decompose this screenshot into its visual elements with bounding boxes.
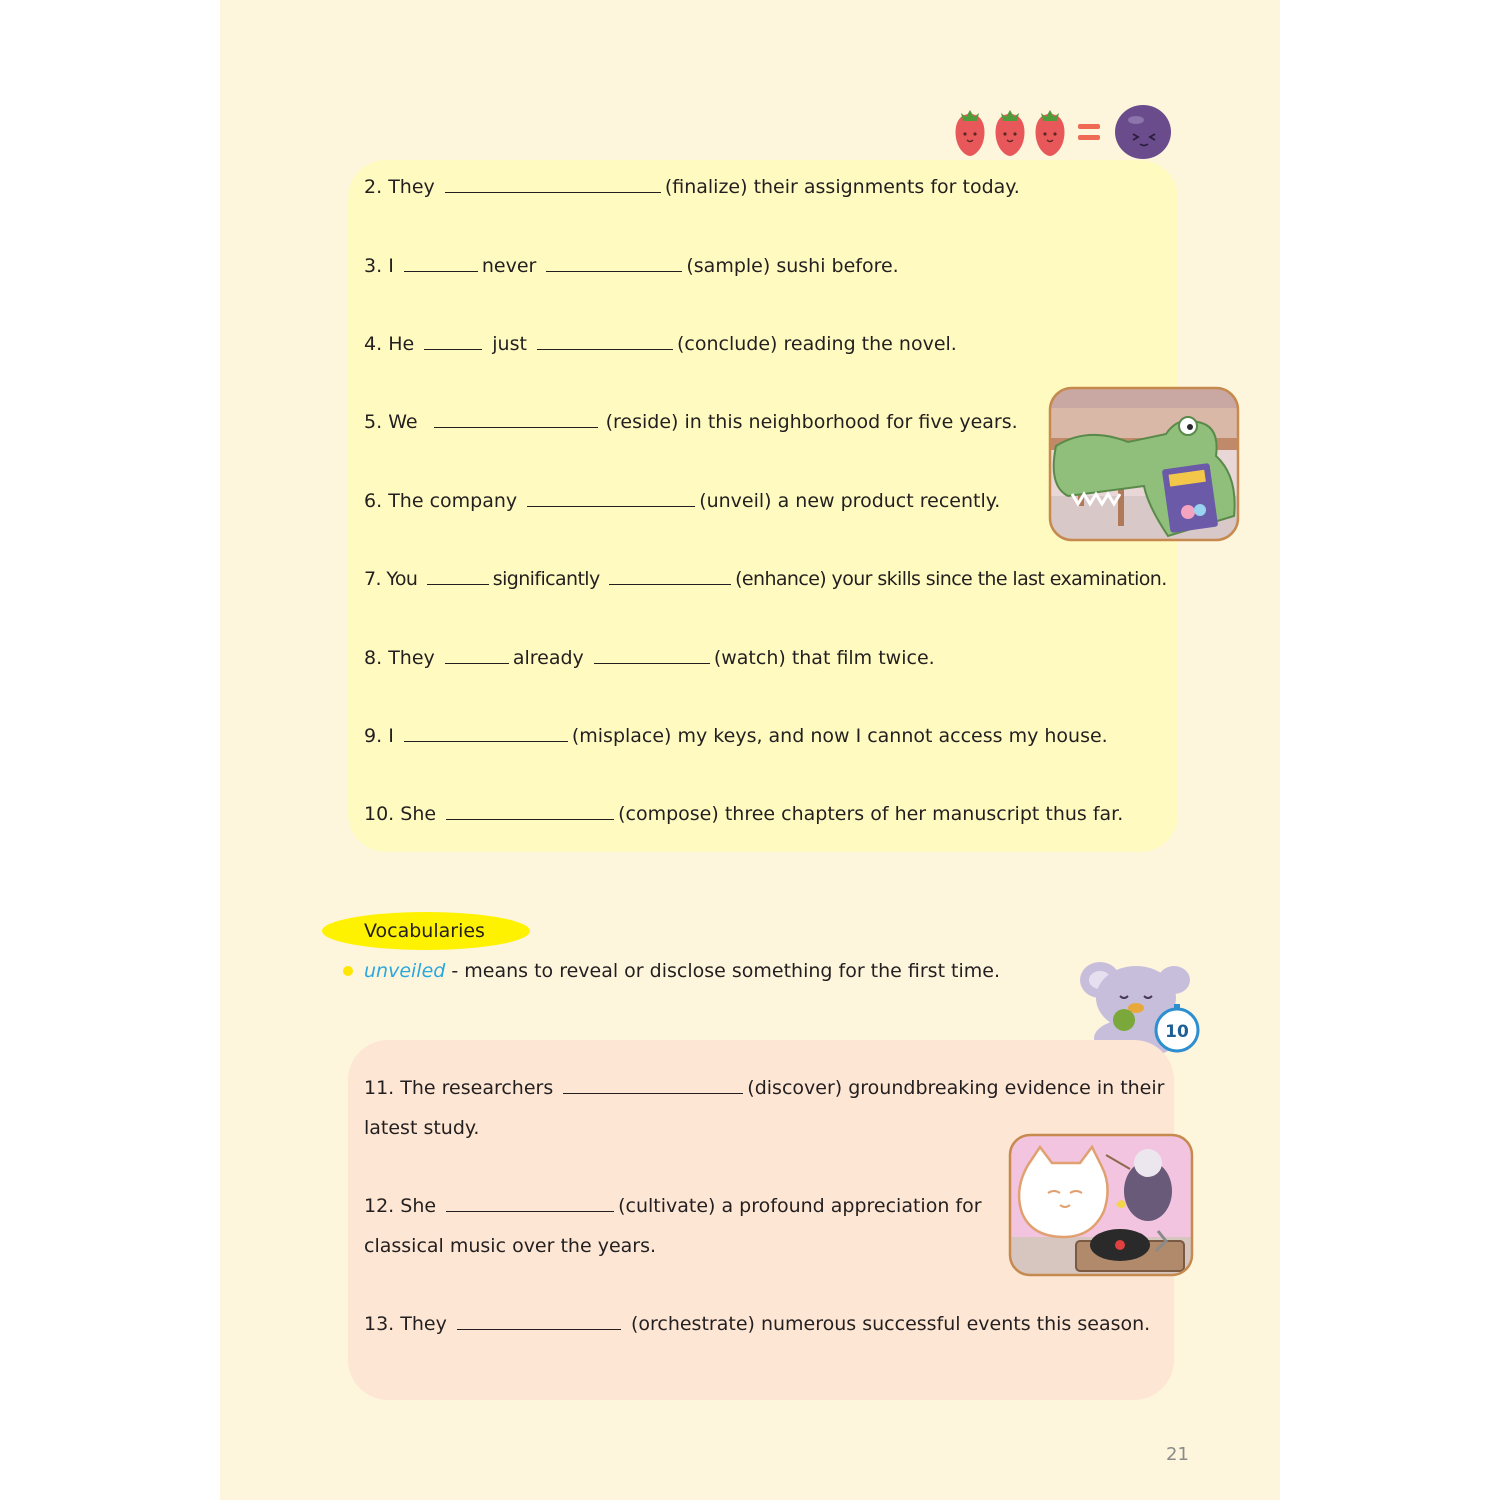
exercise-12-continuation: classical music over the years.: [364, 1235, 657, 1257]
header-fruit-equation: [950, 100, 1180, 164]
vocabulary-definition: - means to reveal or disclose something for the first time.: [445, 960, 1001, 982]
plum-icon: [1115, 105, 1171, 159]
exercise-11-continuation: latest study.: [364, 1117, 480, 1139]
exercise-2: 2. They (finalize) their assignments for today.: [364, 172, 1020, 202]
exercise-4: 4. He just (conclude) reading the novel.: [364, 329, 957, 359]
exercise-13: 13. They (orchestrate) numerous successful events this season.: [364, 1309, 1150, 1339]
answer-blank[interactable]: [563, 1073, 743, 1094]
exercise-9: 9. I (misplace) my keys, and now I cannot access my house.: [364, 721, 1108, 751]
vocabulary-entry: [364, 956, 1000, 986]
exercise-6: 6. The company (unveil) a new product recently.: [364, 486, 1000, 516]
svg-text:10: 10: [1165, 1022, 1189, 1042]
answer-blank[interactable]: [434, 407, 598, 428]
answer-blank[interactable]: [446, 799, 614, 820]
answer-blank[interactable]: [445, 172, 661, 193]
strawberry-icon: [1036, 110, 1065, 156]
exercise-8: 8. They already (watch) that film twice.: [364, 643, 935, 673]
answer-blank[interactable]: [537, 329, 673, 350]
cat-record-player-illustration: [1008, 1133, 1194, 1279]
answer-blank[interactable]: [424, 329, 482, 350]
exercise-5: 5. We (reside) in this neighborhood for five years.: [364, 407, 1018, 437]
exercise-3: 3. I never (sample) sushi before.: [364, 251, 899, 281]
page-number: 21: [1166, 1444, 1189, 1465]
answer-blank[interactable]: [445, 643, 509, 664]
strawberry-icon: [956, 110, 985, 156]
answer-blank[interactable]: [427, 564, 489, 585]
answer-blank[interactable]: [609, 564, 731, 585]
answer-blank[interactable]: [594, 643, 710, 664]
exercise-10: 10. She (compose) three chapters of her manuscript thus far.: [364, 799, 1123, 829]
bullet-dot: [343, 966, 353, 976]
exercise-12: 12. She (cultivate) a profound appreciation for: [364, 1191, 982, 1221]
equals-icon: [1078, 124, 1100, 140]
answer-blank[interactable]: [404, 251, 478, 272]
crocodile-reading-illustration: [1048, 386, 1240, 544]
answer-blank[interactable]: [457, 1309, 621, 1330]
strawberry-icon: [996, 110, 1025, 156]
answer-blank[interactable]: [546, 251, 682, 272]
vocabulary-title: Vocabularies: [364, 920, 485, 942]
answer-blank[interactable]: [404, 721, 568, 742]
answer-blank[interactable]: [527, 486, 695, 507]
vocabulary-word: unveiled: [364, 960, 446, 982]
exercise-11: 11. The researchers (discover) groundbreaking evidence in their: [364, 1073, 1164, 1103]
answer-blank[interactable]: [446, 1191, 614, 1212]
exercise-7: 7. You significantly (enhance) your skills since the last examination.: [364, 564, 1167, 594]
